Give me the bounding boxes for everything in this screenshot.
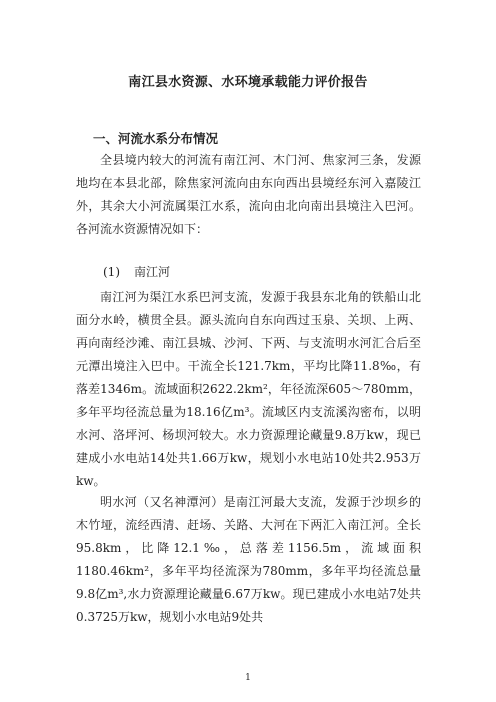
subsection-heading [103,263,170,280]
paragraph-nanjiang-river: 南江河为渠江水系巴河支流，发源于我县东北角的铁船山北面分水岭，横贯全县。源头流向自东向西过玉泉、关坝、上两、再向南经沙滩、南江县城、沙河、下两、与支流明水河汇合后至元潭出境注入巴中。干流全长121.7km，平均比降11.8‰，有落差1346m。流域面积2622.2km²，年径流深605～780mm，多年平均径流总量为18.16亿m³。流域区内支流溪沟密布，以明水河、洛坪河、杨坝河较大。水力资源理论藏量9.8万kw，现已建成小水电站14处共1.66万kw，规划小水电站10处共2.953万kw。 [76,290,421,488]
page-number: 1 [245,673,251,683]
subsection-number: (1) [103,265,120,279]
paragraph-intro: 全县境内较大的河流有南江河、木门河、焦家河三条，发源地均在本县北部，除焦家河流向由东向西出县境经东河入嘉陵江外，其余大小河流属渠江水系，流向由北向南出县境注入巴河。各河流水资源情况如下： [76,153,421,236]
subsection-title: 南江河 [134,265,171,279]
document-title: 南江县水资源、水环境承载能力评价报告 [128,75,368,90]
paragraph-mingshui-river: 明水河（又名神潭河）是南江河最大支流，发源于沙坝乡的木竹垭，流经西清、赶场、关路、大河在下两汇入南江河。全长95.8km，比降12.1‰，总落差1156.5m，流域面积1180.46km²，多年平均径流深为780mm，多年平均径流总量9.8亿m³,水力资源理论藏量6.67万kw。现已建成小水电站7处共0.3725万kw，规划小水电站9处共 [76,495,421,624]
section-heading: 一、河流水系分布情况 [93,131,219,146]
